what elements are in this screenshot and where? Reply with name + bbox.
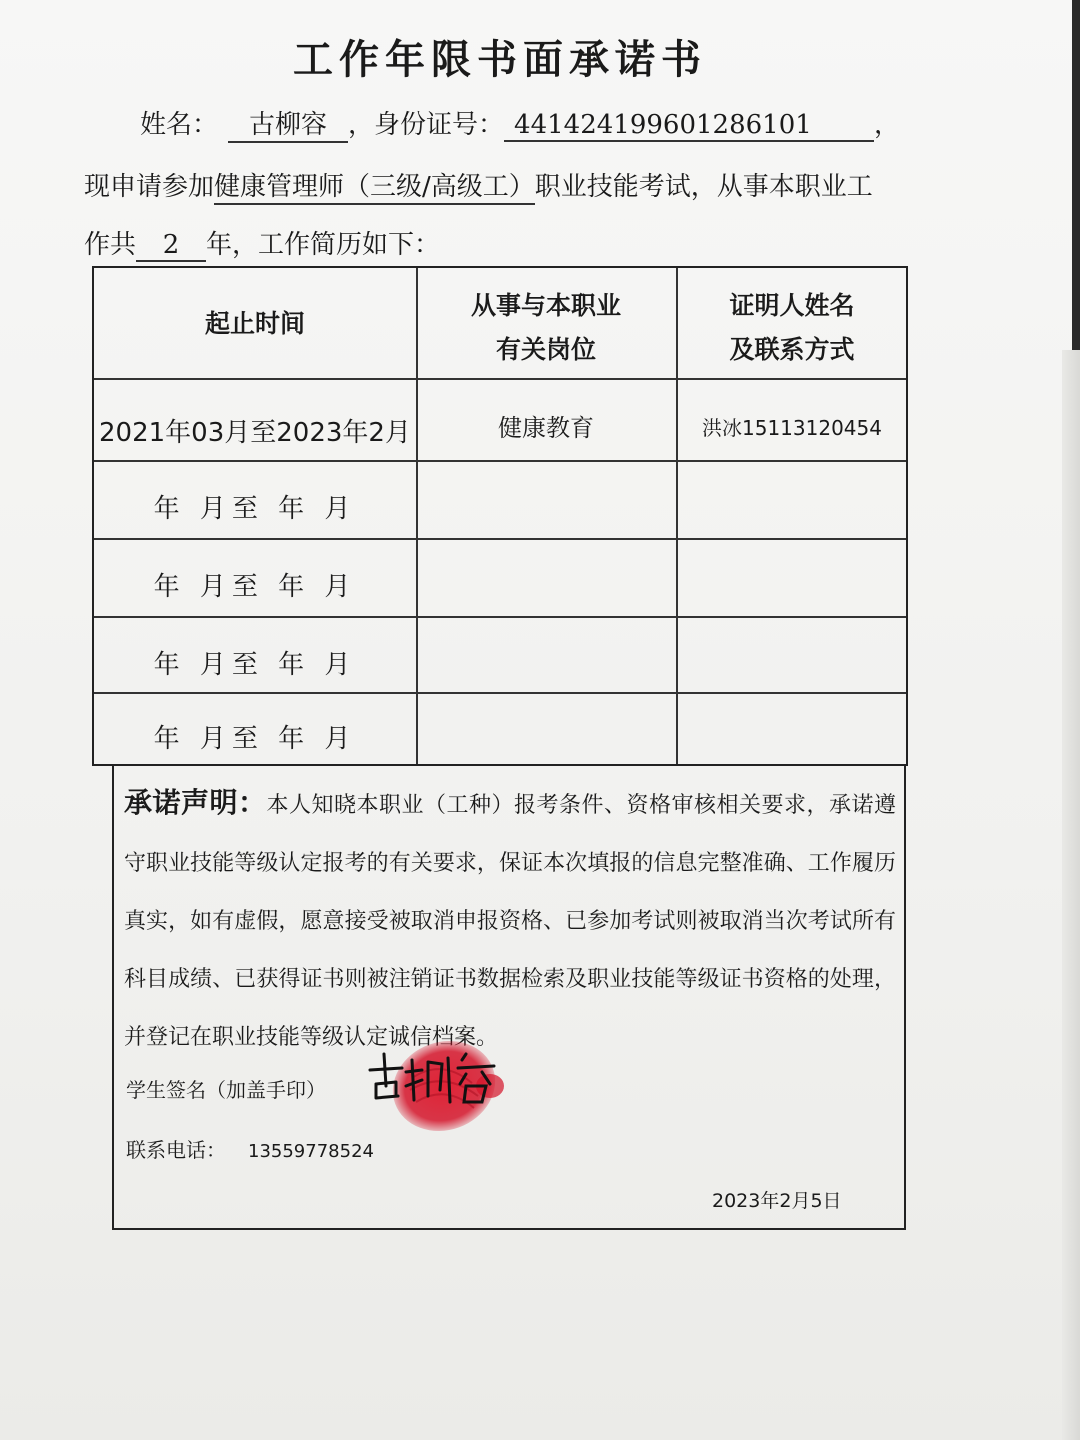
id-number-value: 441424199601286101 bbox=[504, 110, 874, 142]
document-title: 工作年限书面承诺书 bbox=[293, 37, 707, 83]
id-label: ，身份证号： bbox=[348, 110, 505, 140]
phone-label: 联系电话： bbox=[126, 1138, 226, 1162]
table-row-1-position: 健康教育 bbox=[498, 414, 594, 442]
table-row-4-period: 年 月至 年 月 bbox=[153, 650, 357, 680]
name-value: 古柳容 bbox=[228, 104, 348, 143]
apply-prefix: 现申请参加 bbox=[84, 172, 215, 202]
header-position bbox=[416, 284, 676, 372]
phone-line bbox=[126, 1134, 374, 1163]
pledge-heading: 承诺声明： bbox=[124, 786, 267, 819]
name-label: 姓名： bbox=[140, 110, 219, 140]
table-row-3-period: 年 月至 年 月 bbox=[153, 572, 357, 602]
header-witness bbox=[676, 284, 908, 372]
years-prefix: 作共 bbox=[84, 230, 137, 260]
occupation-value: 健康管理师（三级/高级工） bbox=[214, 166, 535, 205]
adjacent-page-edge bbox=[1062, 350, 1080, 1440]
apply-suffix: 职业技能考试，从事本职业工 bbox=[534, 172, 873, 202]
apply-line bbox=[84, 166, 873, 205]
header-period: 起止时间 bbox=[204, 309, 305, 338]
pledge-statement bbox=[124, 774, 896, 1067]
table-row-2-period: 年 月至 年 月 bbox=[153, 494, 357, 524]
background-edge bbox=[1072, 0, 1080, 350]
pledge-body: 本人知晓本职业（工种）报考条件、资格审核相关要求，承诺遵守职业技能等级认定报考的有关要求，保证本次填报的信息完整准确、工作履历真实，如有虚假，愿意接受被取消申报资格、已参加考试则被取消当次考试所有科目成绩、已获得证书则被注销证书数据检索及职业技能等级证书资格的处理， 并登记在职业技能等级认定诚信档案。 bbox=[124, 793, 896, 1050]
phone-value: 13559778524 bbox=[248, 1141, 374, 1162]
signed-date: 2023年2月5日 bbox=[712, 1190, 842, 1212]
years-line bbox=[84, 224, 440, 262]
signature-label: 学生签名（加盖手印） bbox=[126, 1078, 326, 1102]
table-row-5-period: 年 月至 年 月 bbox=[153, 724, 357, 754]
header-position-line2: 有关岗位 bbox=[495, 335, 596, 364]
header-witness-line2: 及联系方式 bbox=[729, 335, 855, 364]
comma: ， bbox=[874, 110, 901, 140]
work-history-table bbox=[92, 266, 908, 766]
header-witness-line1: 证明人姓名 bbox=[729, 291, 855, 320]
years-value: 2 bbox=[136, 230, 206, 262]
name-id-line bbox=[140, 104, 900, 143]
header-position-line1: 从事与本职业 bbox=[470, 291, 621, 320]
handwritten-signature bbox=[362, 1040, 512, 1110]
table-row-1-period: 2021年03月至2023年2月 bbox=[99, 418, 411, 448]
years-suffix: 年，工作简历如下： bbox=[206, 230, 441, 260]
table-row-1-witness: 洪冰15113120454 bbox=[702, 416, 882, 440]
